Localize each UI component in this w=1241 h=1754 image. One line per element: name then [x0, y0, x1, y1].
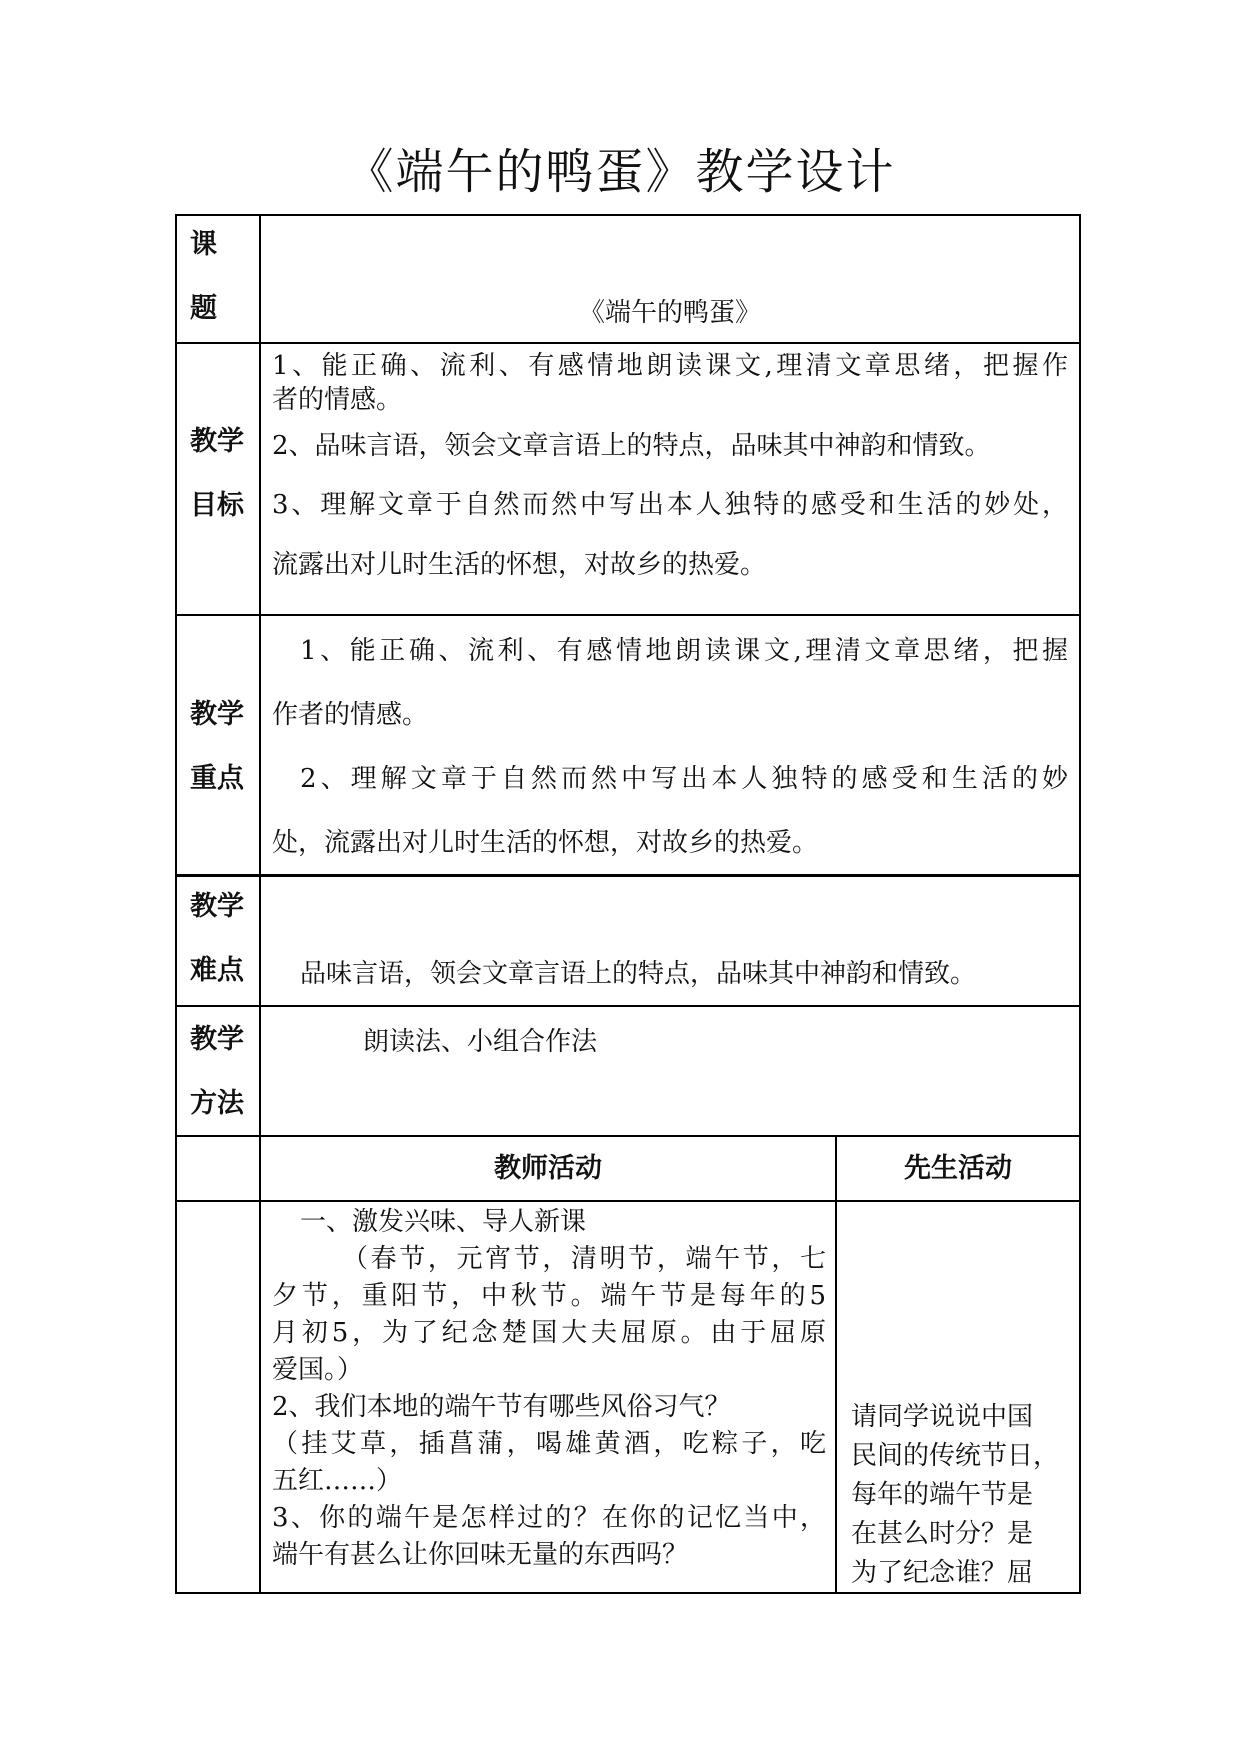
teacher-activity-line: 夕节，重阳节，中秋节。端午节是每年的5 [272, 1281, 826, 1311]
teacher-activity-line: 一、激发兴味、导人新课 [300, 1207, 587, 1237]
objective-line: 流露出对儿时生活的怀想，对故乡的热爱。 [272, 550, 767, 580]
topic-label: 课 题 [190, 229, 217, 324]
teacher-activity-line: 2、我们本地的端午节有哪些风俗习气？ [272, 1392, 731, 1422]
teacher-activity-line: 五红……） [272, 1466, 403, 1496]
key-points-label: 教学 重点 [190, 699, 244, 794]
student-activity-line: 每年的端午节是 [851, 1480, 1034, 1510]
student-activity-line: 为了纪念谁？屈 [851, 1558, 1034, 1588]
teacher-activity-line: 爱国。） [272, 1355, 364, 1385]
objectives-label: 教学 目标 [190, 426, 244, 521]
student-activity-line: 民间的传统节日， [851, 1441, 1060, 1471]
student-activity-content [851, 1398, 1073, 1593]
key-point-line: 1、能正确、流利、有感情地朗读课文,理清文章思绪，把握 [300, 636, 1068, 666]
objective-line: 者的情感。 [272, 385, 403, 415]
student-activity-line: 请同学说说中国 [851, 1402, 1034, 1432]
difficulties-label: 教学 难点 [190, 891, 244, 986]
key-point-line: 作者的情感。 [272, 700, 429, 730]
objective-line: 3、理解文章于自然而然中写出本人独特的感受和生活的妙处， [272, 490, 1068, 520]
student-activity-header: 先生活动 [904, 1153, 1012, 1184]
key-point-line: 处，流露出对儿时生活的怀想，对故乡的热爱。 [272, 828, 819, 858]
methods-content: 朗读法、小组合作法 [363, 1027, 598, 1057]
methods-label: 教学 方法 [190, 1024, 244, 1119]
objective-line: 1、能正确、流利、有感情地朗读课文,理清文章思绪，把握作 [272, 351, 1068, 381]
key-point-line: 2、理解文章于自然而然中写出本人独特的感受和生活的妙 [300, 764, 1068, 794]
objectives-content [272, 349, 1068, 582]
teacher-activity-line: 月初5，为了纪念楚国大夫屈原。由于屈原 [272, 1318, 826, 1348]
teacher-activity-line: （春节，元宵节，清明节，端午节，七 [342, 1244, 826, 1274]
objective-line: 2、品味言语，领会文章言语上的特点，品味其中神韵和情致。 [272, 431, 991, 461]
teacher-activity-line: 端午有甚么让你回味无量的东西吗？ [272, 1540, 689, 1570]
topic-value: 《端午的鸭蛋》 [578, 298, 761, 328]
difficulties-content: 品味言语，领会文章言语上的特点，品味其中神韵和情致。 [300, 959, 977, 989]
student-activity-line: 在甚么时分？是 [851, 1519, 1034, 1549]
page-title: 《端午的鸭蛋》教学设计 [345, 144, 896, 200]
teacher-activity-line: （挂艾草，插菖蒲，喝雄黄酒，吃粽子，吃 [272, 1429, 826, 1459]
teacher-activity-line: 3、你的端午是怎样过的？在你的记忆当中， [272, 1503, 826, 1533]
teacher-activity-header: 教师活动 [494, 1153, 602, 1184]
teacher-activity-content [272, 1204, 826, 1574]
key-points-content [272, 634, 1068, 860]
